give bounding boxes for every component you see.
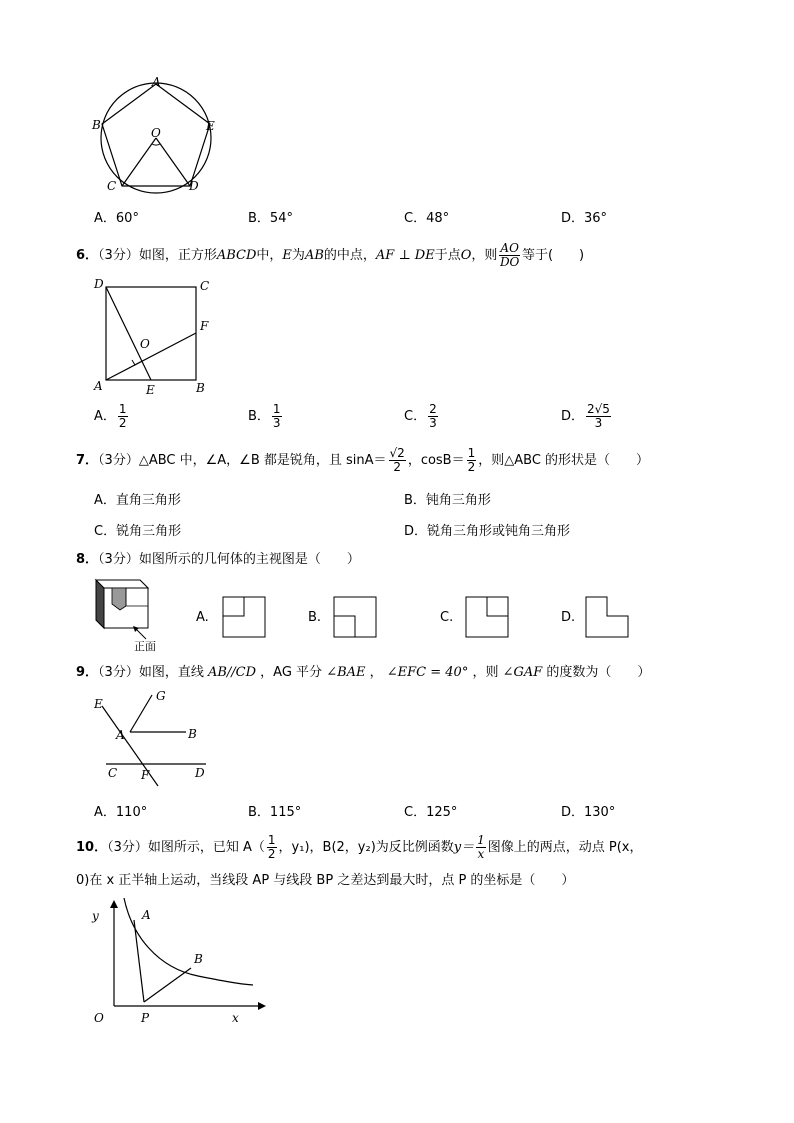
q6-option-d: D． $\frac{2√5}{3}$ bbox=[561, 402, 610, 430]
q6-figure bbox=[90, 274, 220, 400]
q5-label-o: O bbox=[151, 126, 161, 140]
q9-option-b: B．115° bbox=[248, 805, 302, 820]
q7-option-c: C．锐角三角形 bbox=[94, 524, 182, 539]
q10-stem-line2: 0)在 x 正半轴上运动，当线段 AP 与线段 BP 之差达到最大时，点 P 的坐标是（ ） bbox=[76, 873, 575, 888]
q5-option-a: A．60° bbox=[94, 211, 139, 226]
q9-label-d: D bbox=[195, 766, 205, 780]
q8-solid-figure bbox=[90, 578, 170, 654]
q5-option-b: B．54° bbox=[248, 211, 293, 226]
q7-option-a: A．直角三角形 bbox=[94, 493, 181, 508]
q5-label-e: E bbox=[206, 119, 215, 133]
q5-label-d: D bbox=[189, 179, 199, 193]
q9-figure bbox=[88, 686, 218, 790]
q8-option-c-view bbox=[465, 596, 509, 638]
q8-option-b-view bbox=[333, 596, 377, 638]
q10-label-y: y bbox=[92, 909, 99, 923]
q8-option-a-letter: A. bbox=[196, 610, 209, 625]
q6-label-c: C bbox=[200, 279, 210, 293]
q6-label-b: B bbox=[196, 381, 205, 395]
q10-label-b: B bbox=[194, 952, 203, 966]
q5-label-b: B bbox=[92, 118, 101, 132]
q8-option-b-letter: B. bbox=[308, 610, 322, 625]
q9-label-g: G bbox=[156, 689, 166, 703]
q10-label-p: P bbox=[141, 1011, 150, 1025]
q6-label-a: A bbox=[94, 379, 103, 393]
q6-option-b: B． $\frac{1}{3}$ bbox=[248, 402, 281, 430]
q5-figure bbox=[88, 76, 224, 196]
q9-label-c: C bbox=[108, 766, 118, 780]
q6-label-o: O bbox=[140, 337, 150, 351]
q8-option-c-letter: C. bbox=[440, 610, 454, 625]
q6-stem: 6．（3分）如图，正方形ABCD中，E为AB的中点，AF ⊥ DE于点O，则 $\frac{AO}{DO}$ 等于( ) bbox=[76, 241, 585, 269]
q6-label-f: F bbox=[200, 319, 209, 333]
q6-option-a: A． $\frac{1}{2}$ bbox=[94, 402, 127, 430]
q8-front-label: 正面 bbox=[134, 640, 156, 653]
q9-label-e: E bbox=[94, 697, 103, 711]
q5-label-a: A bbox=[152, 76, 161, 89]
q8-option-a-view bbox=[222, 596, 266, 638]
q10-label-o: O bbox=[94, 1011, 104, 1025]
q9-option-c: C．125° bbox=[404, 805, 458, 820]
q9-label-f: F bbox=[141, 768, 150, 782]
q5-option-d: D．36° bbox=[561, 211, 608, 226]
q7-option-b: B．钝角三角形 bbox=[404, 493, 491, 508]
q8-option-d-view bbox=[585, 596, 629, 638]
q6-label-e: E bbox=[146, 383, 155, 397]
q7-stem: 7．（3分）△ABC 中，∠A，∠B 都是锐角，且 sinA＝ $\frac{√2}{2}$ ，cosB＝ $\frac{1}{2}$ ，则△ABC 的形状是（ ） bbox=[76, 446, 650, 474]
q5-label-c: C bbox=[107, 179, 117, 193]
q10-figure bbox=[88, 896, 268, 1028]
q8-option-d-letter: D. bbox=[561, 610, 576, 625]
q7-option-d: D．锐角三角形或钝角三角形 bbox=[404, 524, 571, 539]
q10-label-a: A bbox=[142, 908, 151, 922]
q10-label-x: x bbox=[232, 1011, 239, 1025]
q9-stem: 9．（3分）如图，直线 AB//CD ，AG 平分 ∠BAE ， ∠EFC = 40° ，则 ∠GAF 的度数为（ ） bbox=[76, 665, 651, 680]
q9-label-a: A bbox=[116, 728, 125, 742]
q5-option-c: C．48° bbox=[404, 211, 450, 226]
q8-stem: 8．（3分）如图所示的几何体的主视图是（ ） bbox=[76, 552, 360, 567]
q9-label-b: B bbox=[188, 727, 197, 741]
q10-stem-line1: 10．（3分）如图所示，已知 A（ $\frac{1}{2}$ ，y₁)，B(2，y₂)为反比例函数y＝ $\frac{1}{x}$ 图像上的两点，动点 P(x， bbox=[76, 833, 643, 861]
q6-option-c: C． $\frac{2}{3}$ bbox=[404, 402, 437, 430]
q6-label-d: D bbox=[94, 277, 104, 291]
q9-option-d: D．130° bbox=[561, 805, 616, 820]
q9-option-a: A．110° bbox=[94, 805, 148, 820]
